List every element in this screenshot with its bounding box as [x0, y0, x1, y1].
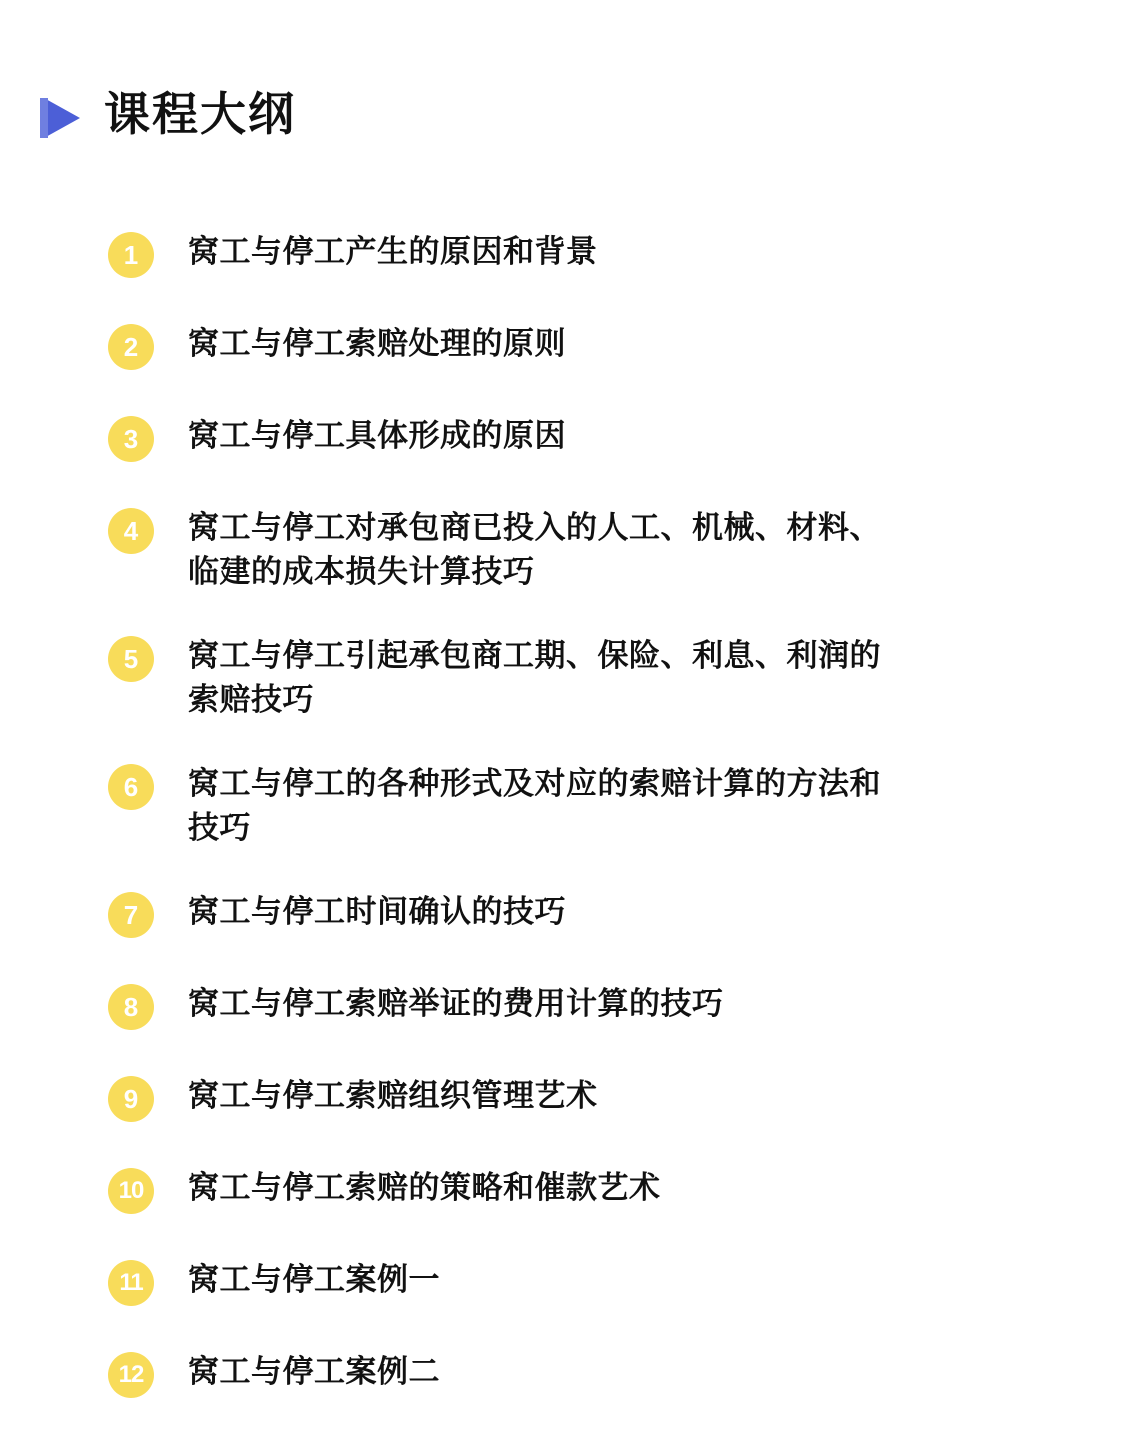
- item-label: 窝工与停工索赔的策略和催款艺术: [188, 1169, 661, 1205]
- item-number-badge: 4: [108, 508, 154, 554]
- item-number-badge: 6: [108, 764, 154, 810]
- list-item: [108, 1350, 1080, 1398]
- item-number-badge: 5: [108, 636, 154, 682]
- item-label: 窝工与停工时间确认的技巧: [188, 893, 566, 929]
- list-item: [108, 414, 1080, 462]
- item-label: 窝工与停工索赔组织管理艺术: [188, 1077, 598, 1113]
- list-item: [108, 634, 1080, 722]
- list-item: [108, 506, 1080, 594]
- item-number-badge: 1: [108, 232, 154, 278]
- list-item: [108, 890, 1080, 938]
- item-label: 窝工与停工引起承包商工期、保险、利息、利润的索赔技巧: [188, 637, 881, 717]
- item-label: 窝工与停工案例一: [188, 1261, 440, 1297]
- item-number-badge: 12: [108, 1352, 154, 1398]
- item-label: 窝工与停工具体形成的原因: [188, 417, 566, 453]
- item-number-badge: 3: [108, 416, 154, 462]
- list-item: [108, 1166, 1080, 1214]
- outline-list: [0, 230, 1140, 1398]
- item-label: 窝工与停工索赔处理的原则: [188, 325, 566, 361]
- item-number-badge: 9: [108, 1076, 154, 1122]
- list-item: [108, 322, 1080, 370]
- item-label: 窝工与停工对承包商已投入的人工、机械、材料、临建的成本损失计算技巧: [188, 509, 881, 589]
- item-number-badge: 11: [108, 1260, 154, 1306]
- list-item: [108, 1074, 1080, 1122]
- item-label: 窝工与停工索赔举证的费用计算的技巧: [188, 985, 724, 1021]
- page-title: 课程大纲: [104, 87, 296, 140]
- item-number-badge: 7: [108, 892, 154, 938]
- item-label: 窝工与停工的各种形式及对应的索赔计算的方法和技巧: [188, 765, 881, 845]
- play-triangle-icon: [40, 88, 86, 144]
- list-item: [108, 762, 1080, 850]
- item-label: 窝工与停工产生的原因和背景: [188, 233, 598, 269]
- list-item: [108, 230, 1080, 278]
- list-item: [108, 982, 1080, 1030]
- item-number-badge: 2: [108, 324, 154, 370]
- page-header: [0, 0, 1140, 172]
- list-item: [108, 1258, 1080, 1306]
- item-number-badge: 10: [108, 1168, 154, 1214]
- item-number-badge: 8: [108, 984, 154, 1030]
- item-label: 窝工与停工案例二: [188, 1353, 440, 1389]
